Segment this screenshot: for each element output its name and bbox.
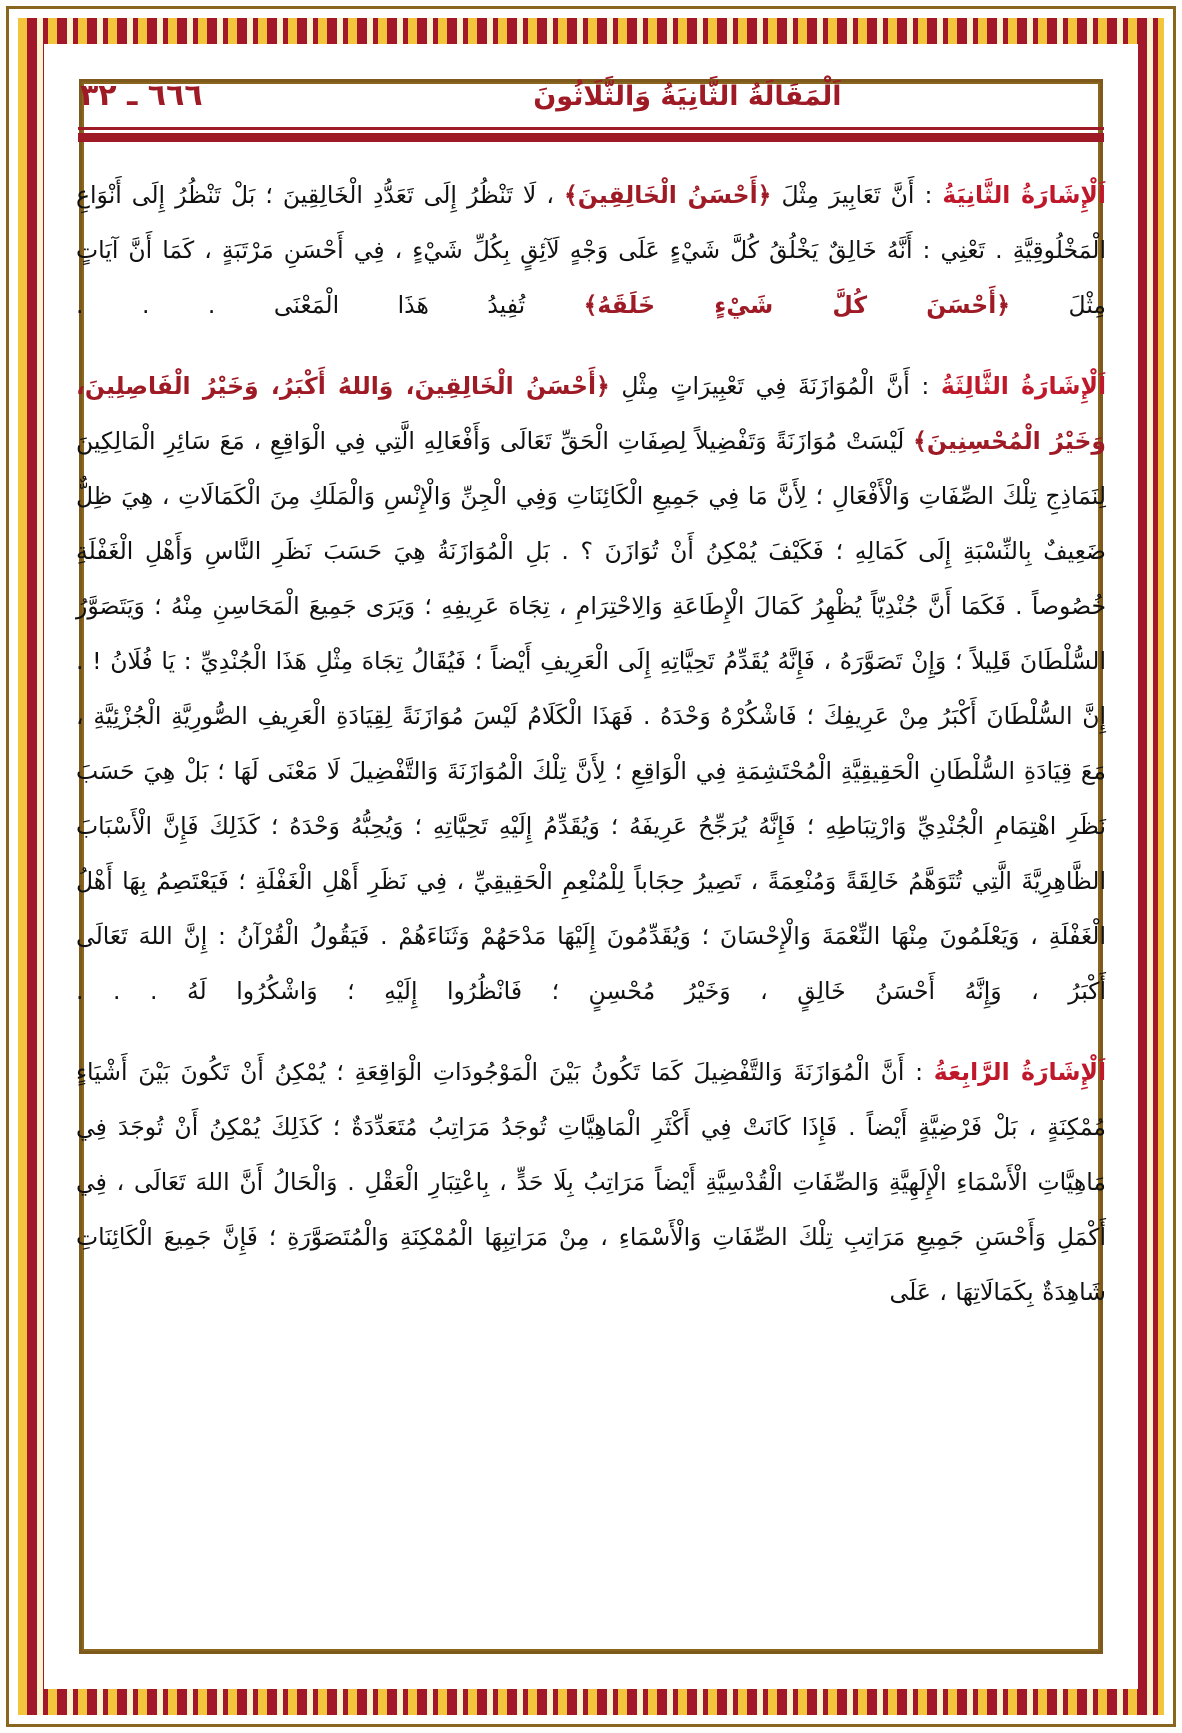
body-text-run: ، لَا تَنْظُرُ إِلَى تَعَدُّدِ الْخَالِقِينَ ؛ بَلْ تَنْظُرُ إِلَى أَنْوَاعِ الْمَخْلُوقِيَّةِ . تَعْنِي : أَنَّهُ خَالِقٌ يَخْلُقُ كُلَّ شَيْءٍ عَلَى وَجْهٍ لَآئِقٍ بِكُلِّ شَيْءٍ ، فِي أَحْسَنِ مَرْتَبَةٍ ، كَمَا أَنَّ آيَاتٍ مِثْلَ: [76, 181, 1106, 319]
quranic-citation: ﴿أَحْسَنُ الْخَالِقِينَ﴾: [563, 181, 772, 209]
paragraph: [76, 1045, 1106, 1320]
body-text-run: أَنَّ الْمُوَازَنَةَ فِي تَعْبِيرَاتٍ مِثْلِ: [609, 372, 910, 400]
header-divider-thick-rule: [78, 133, 1104, 142]
paragraph: [76, 168, 1106, 333]
body-text-run: أَنَّ الْمُوَازَنَةَ وَالتَّفْضِيلَ كَمَا تَكُونُ بَيْنَ الْمَوْجُودَاتِ الْوَاقِعَةِ ؛ يُمْكِنُ أَنْ تَكُونَ بَيْنَ أَشْيَاءٍ مُمْكِنَةٍ ، بَلْ فَرْضِيَّةٍ أَيْضاً . فَإِذَا كَانَتْ فِي أَكْثَرِ الْمَاهِيَّاتِ تُوجَدُ مَرَاتِبُ مُتَعَدِّدَةٌ ؛ كَذَلِكَ يُمْكِنُ أَنْ تُوجَدَ فِي مَاهِيَّاتِ الْأَسْمَاءِ الْإِلَهِيَّةِ وَالصِّفَاتِ الْقُدْسِيَّةِ أَيْضاً مَرَاتِبُ بِلَا حَدٍّ ، بِاعْتِبَارِ الْعَقْلِ . وَالْحَالُ أَنَّ اللهَ تَعَالَى ، فِي أَكْمَلِ وَأَحْسَنِ جَمِيعِ مَرَاتِبِ تِلْكَ الصِّفَاتِ وَالْأَسْمَاءِ ، مِنْ مَرَاتِبِهَا الْمُمْكِنَةِ وَالْمُتَصَوَّرَةِ ؛ فَإِنَّ جَمِيعَ الْكَائِنَاتِ شَاهِدَةٌ بِكَمَالَاتِهَا ، عَلَى: [76, 1058, 1106, 1306]
quranic-citation: ﴿أَحْسَنَ كُلَّ شَيْءٍ خَلَقَهُ﴾: [583, 291, 1011, 319]
body-text-run: لَيْسَتْ مُوَازَنَةً وَتَفْضِيلاً لِصِفَاتِ الْحَقِّ تَعَالَى وَأَفْعَالِهِ الَّتِي فِي الْوَاقِعِ ، مَعَ سَائِرِ الْمَالِكِينَ لِنَمَاذِجِ تِلْكَ الصِّفَاتِ وَالْأَفْعَالِ ؛ لِأَنَّ مَا فِي جَمِيعِ الْكَائِنَاتِ وَفِي الْجِنِّ وَالْإِنْسِ وَالْمَلَكِ مِنَ الْكَمَالَاتِ ، هِيَ ظِلٌّ ضَعِيفٌ بِالنِّسْبَةِ إِلَى كَمَالِهِ ؛ فَكَيْفَ يُمْكِنُ أَنْ تُوَازَنَ ؟ . بَلِ الْمُوَازَنَةُ هِيَ حَسَبَ نَظَرِ النَّاسِ وَأَهْلِ الْغَفْلَةِ خُصُوصاً . فَكَمَا أَنَّ جُنْدِيّاً يُظْهِرُ كَمَالَ الْإِطَاعَةِ وَالِاحْتِرَامِ ، تِجَاهَ عَرِيفِهِ ؛ وَيَرَى جَمِيعَ الْمَحَاسِنِ مِنْهُ ؛ وَيَتَصَوَّرُ السُّلْطَانَ قَلِيلاً ؛ وَإِنْ تَصَوَّرَهُ ، فَإِنَّهُ يُقَدِّمُ تَحِيَّاتِهِ إِلَى الْعَرِيفِ أَيْضاً ؛ فَيُقَالُ تِجَاهَ مِثْلِ هَذَا الْجُنْدِيِّ : يَا فُلَانُ ! . إِنَّ السُّلْطَانَ أَكْبَرُ مِنْ عَرِيفِكَ ؛ فَاشْكُرْهُ وَحْدَهُ . فَهَذَا الْكَلَامُ لَيْسَ مُوَازَنَةً لِقِيَادَةِ الْعَرِيفِ الصُّورِيَّةِ الْجُزْئِيَّةِ ، مَعَ قِيَادَةِ السُّلْطَانِ الْحَقِيقِيَّةِ الْمُحْتَشِمَةِ فِي الْوَاقِعِ ؛ لِأَنَّ تِلْكَ الْمُوَازَنَةَ وَالتَّفْضِيلَ لَا مَعْنَى لَهَا ؛ بَلْ هِيَ حَسَبَ نَظَرِ اهْتِمَامِ الْجُنْدِيِّ وَارْتِبَاطِهِ ؛ فَإِنَّهُ يُرَجِّحُ عَرِيفَهُ ؛ وَيُقَدِّمُ إِلَيْهِ تَحِيَّاتِهِ ؛ وَيُحِبُّهُ وَحْدَهُ ؛ كَذَلِكَ فَإِنَّ الْأَسْبَابَ الظَّاهِرِيَّةَ الَّتِي تُتَوَهَّمُ خَالِقَةً وَمُنْعِمَةً ، تَصِيرُ حِجَاباً لِلْمُنْعِمِ الْحَقِيقِيِّ ، فِي نَظَرِ أَهْلِ الْغَفْلَةِ ؛ فَيَعْتَصِمُ بِهَا أَهْلُ الْغَفْلَةِ ، وَيَعْلَمُونَ مِنْهَا النِّعْمَةَ وَالْإِحْسَانَ ؛ وَيُقَدِّمُونَ إِلَيْهَا مَدْحَهُمْ وَثَنَاءَهُمْ . فَيَقُولُ الْقُرْآنُ : إِنَّ اللهَ تَعَالَى أَكْبَرُ ، وَإِنَّهُ أَحْسَنُ خَالِقٍ ، وَخَيْرُ مُحْسِنٍ ؛ فَانْظُرُوا إِلَيْهِ ؛ وَاشْكُرُوا لَهُ . . .: [76, 427, 1106, 1005]
page-body-text: [70, 168, 1112, 1320]
quranic-citation: ﴿أَحْسَنُ الْخَالِقِينَ، وَاللهُ أَكْبَرُ، وَخَيْرُ الْفَاصِلِينَ، وَخَيْرُ الْمُحْسِنِينَ﴾: [76, 372, 1106, 455]
paragraph-lead-separator: :: [914, 181, 943, 209]
body-text-run: أَنَّ تَعَابِيرَ مِثْلَ: [771, 181, 915, 209]
page-title: اَلْمَقَالَةُ الثَّانِيَةُ وَالثَّلَاثُونَ: [533, 81, 842, 112]
paragraph-lead-separator: :: [909, 372, 941, 400]
paragraph-lead-label: اَلْإِشَارَةُ الثَّالِثَةُ: [940, 372, 1107, 400]
paragraph-lead-label: اَلْإِشَارَةُ الرَّابِعَةُ: [933, 1058, 1106, 1086]
page-folio-number: ٦٦٦ ـ ٣٢: [80, 78, 203, 113]
paragraph: [76, 359, 1106, 1019]
paragraph-lead-separator: :: [904, 1058, 934, 1086]
body-text-run: تُفِيدُ هَذَا الْمَعْنَى . . .: [76, 291, 584, 319]
paragraph-lead-label: اَلْإِشَارَةُ الثَّانِيَةُ: [942, 181, 1106, 209]
header-divider: [78, 127, 1104, 142]
page-header: [70, 62, 1112, 113]
page-content: [48, 44, 1134, 1689]
